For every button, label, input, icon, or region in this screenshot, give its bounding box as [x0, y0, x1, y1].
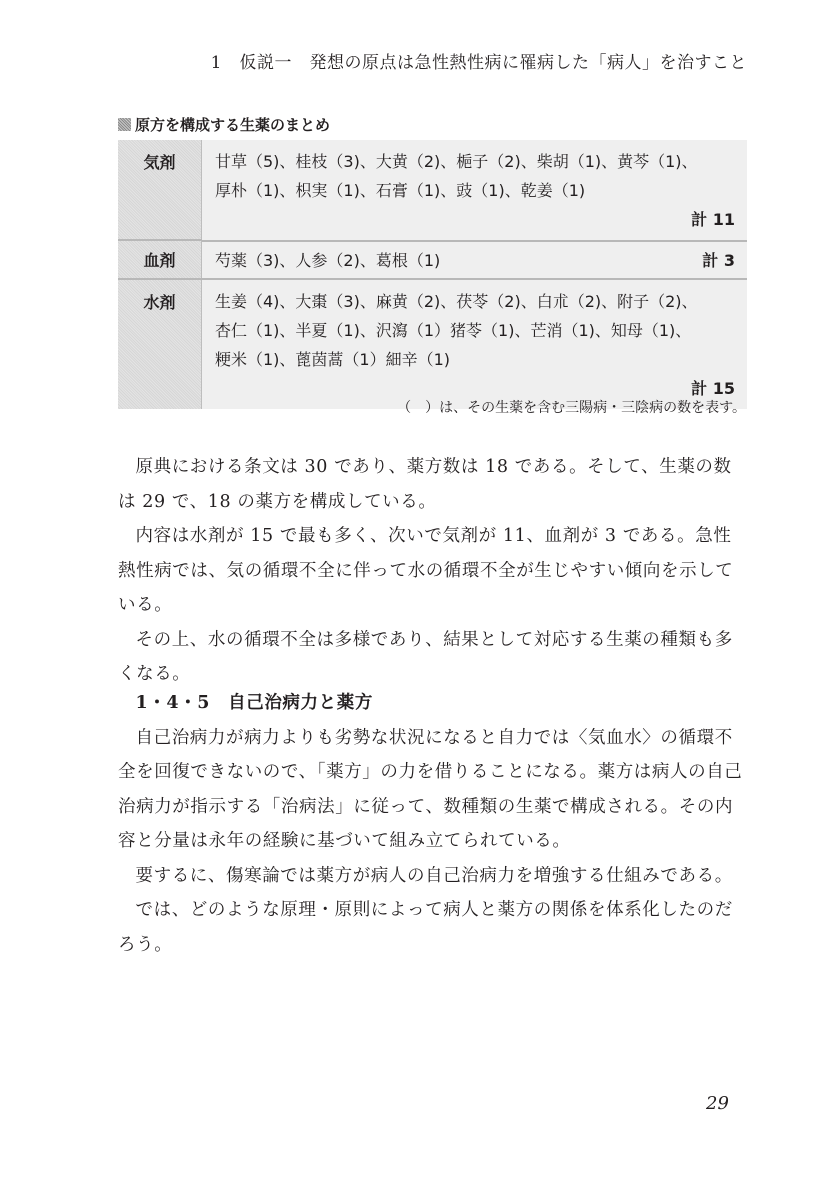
paragraph: 要するに、傷寒論では薬方が病人の自己治病力を増強する仕組みである。 — [135, 865, 733, 886]
section-heading: 1・4・5 自己治病力と薬方 — [135, 693, 373, 713]
category-label: 水剤 — [118, 279, 202, 409]
body-section-2 — [118, 686, 748, 962]
running-header: 1 仮説一 発想の原点は急性熱性病に罹病した「病人」を治すこと — [210, 53, 747, 73]
category-label: 血剤 — [118, 240, 202, 279]
herb-line: 杏仁（1)、半夏（1)、沢瀉（1）猪苓（1)、芒消（1)、知母（1)、 — [215, 321, 692, 340]
body-section-1 — [118, 450, 748, 692]
page-number: 29 — [706, 1093, 729, 1114]
category-total: 計 3 — [702, 251, 735, 270]
herb-line: 厚朴（1)、枳実（1)、石膏（1)、豉（1)、乾姜（1) — [215, 181, 586, 200]
herb-list — [202, 279, 748, 409]
herb-line: 生姜（4)、大棗（3)、麻黄（2)、茯苓（2)、白朮（2)、附子（2)、 — [215, 292, 698, 311]
paragraph: 原典における条文は 30 であり、薬方数は 18 である。そして、生薬の数は 29 で、18 の薬方を構成している。 — [118, 457, 732, 512]
category-total: 計 15 — [691, 379, 735, 398]
herb-list — [202, 240, 747, 278]
paragraph: 内容は水剤が 15 で最も多く、次いで気剤が 11、血剤が 3 である。急性熱性病では、気の循環不全に伴って水の循環不全が生じやすい傾向を示している。 — [118, 526, 734, 615]
category-label: 気剤 — [118, 140, 202, 240]
herb-line: 芍薬（3)、人参（2)、葛根（1) — [215, 251, 441, 270]
table-title — [118, 114, 330, 135]
category-total: 計 11 — [691, 210, 735, 229]
herb-line: 甘草（5)、桂枝（3)、大黄（2)、梔子（2)、柴胡（1)、黄芩（1)、 — [215, 152, 698, 171]
herb-list — [202, 140, 748, 240]
paragraph: その上、水の循環不全は多様であり、結果として対応する生薬の種類も多くなる。 — [118, 629, 733, 684]
table-caption: （ ）は、その生薬を含む三陽病・三陰病の数を表す。 — [397, 400, 746, 416]
square-bullet-icon — [118, 118, 131, 131]
paragraph: 自己治病力が病力よりも劣勢な状況になると自力では〈気血水〉の循環不全を回復できないので、「薬方」の力を借りることになる。薬方は病人の自己治病力が指示する「治病法」に従って、数種類の生薬で構成される。その内容と分量は永年の経験に基づいて組み立てられている。 — [118, 727, 743, 851]
table-row-qi — [118, 140, 747, 240]
table-row-blood — [118, 240, 747, 279]
table-title-text: 原方を構成する生薬のまとめ — [135, 116, 331, 134]
paragraph: では、どのような原理・原則によって病人と薬方の関係を体系化したのだろう。 — [118, 900, 733, 955]
herb-line: 粳米（1)、蓖茵蒿（1）細辛（1) — [215, 350, 451, 369]
table-row-water — [118, 279, 747, 409]
herb-summary-table — [118, 140, 747, 409]
